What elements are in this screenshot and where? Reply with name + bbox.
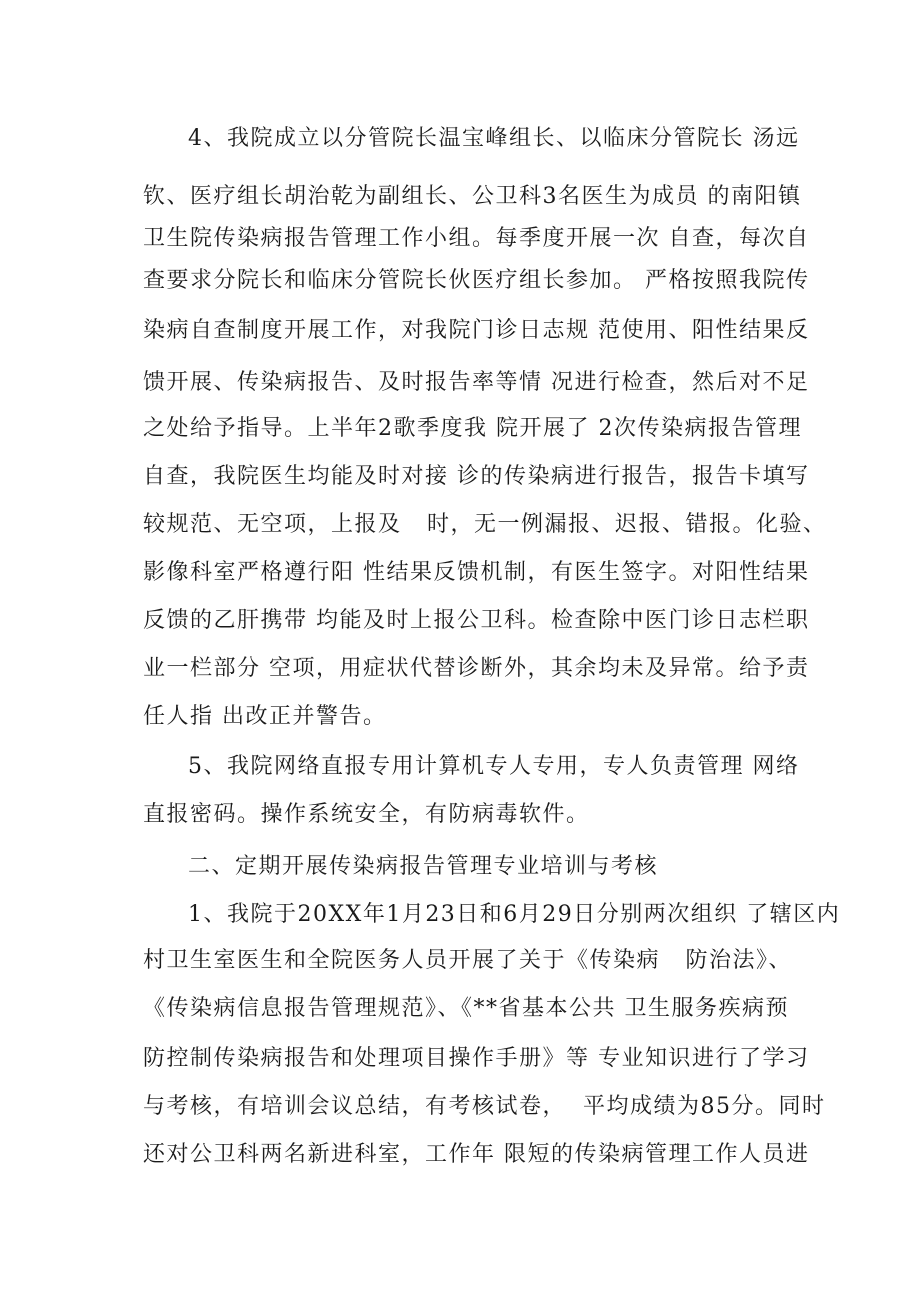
text-line: 与考核，有培训会议总结，有考核试卷， 平均成绩为85分。同时 bbox=[143, 1094, 826, 1119]
text-line: 之处给予指导。上半年2歌季度我 院开展了 2次传染病报告管理 bbox=[143, 416, 802, 441]
text-line: 卫生院传染病报告管理工作小组。每季度开展一次 自查，每次自 bbox=[143, 226, 810, 251]
text-line: 《传染病信息报告管理规范》、《**省基本公共 卫生服务疾病预 bbox=[143, 996, 789, 1021]
section-heading: 二、定期开展传染病报告管理专业培训与考核 bbox=[188, 854, 659, 879]
text-line: 查要求分院长和临床分管院长伙医疗组长参加。 严格按照我院传 bbox=[143, 268, 810, 293]
text-line: 反馈的乙肝携带 均能及时上报公卫科。检查除中医门诊日志栏职 bbox=[143, 608, 810, 633]
text-line: 业一栏部分 空项，用症状代替诊断外，其余均未及异常。给予责 bbox=[143, 656, 810, 681]
text-line: 任人指 出改正并警告。 bbox=[143, 704, 387, 729]
text-line: 染病自查制度开展工作，对我院门诊日志规 范使用、阳性结果反 bbox=[143, 318, 810, 343]
text-line: 直报密码。操作系统安全，有防病毒软件。 bbox=[143, 802, 590, 827]
text-line: 较规范、无空项，上报及 时，无一例漏报、迟报、错报。化验、 bbox=[143, 512, 827, 537]
text-line: 5、我院网络直报专用计算机专人专用，专人负责管理 网络 bbox=[188, 754, 800, 779]
text-line: 1、我院于20XX年1月23日和6月29日分别两次组织 了辖区内 bbox=[188, 902, 841, 927]
text-line: 馈开展、传染病报告、及时报告率等情 况进行检查，然后对不足 bbox=[143, 370, 810, 395]
text-line: 村卫生室医生和全院医务人员开展了关于《传染病 防治法》、 bbox=[143, 948, 792, 973]
text-line: 钦、医疗组长胡治乾为副组长、公卫科3名医生为成员 的南阳镇 bbox=[143, 184, 802, 209]
text-line: 影像科室严格遵行阳 性结果反馈机制，有医生签字。对阳性结果 bbox=[143, 560, 810, 585]
text-line: 还对公卫科两名新进科室，工作年 限短的传染病管理工作人员进 bbox=[143, 1142, 810, 1167]
text-line: 防控制传染病报告和处理项目操作手册》等 专业知识进行了学习 bbox=[143, 1046, 810, 1071]
text-line: 4、我院成立以分管院长温宝峰组长、以临床分管院长 汤远 bbox=[188, 126, 800, 151]
text-line: 自查，我院医生均能及时对接 诊的传染病进行报告，报告卡填写 bbox=[143, 464, 810, 489]
